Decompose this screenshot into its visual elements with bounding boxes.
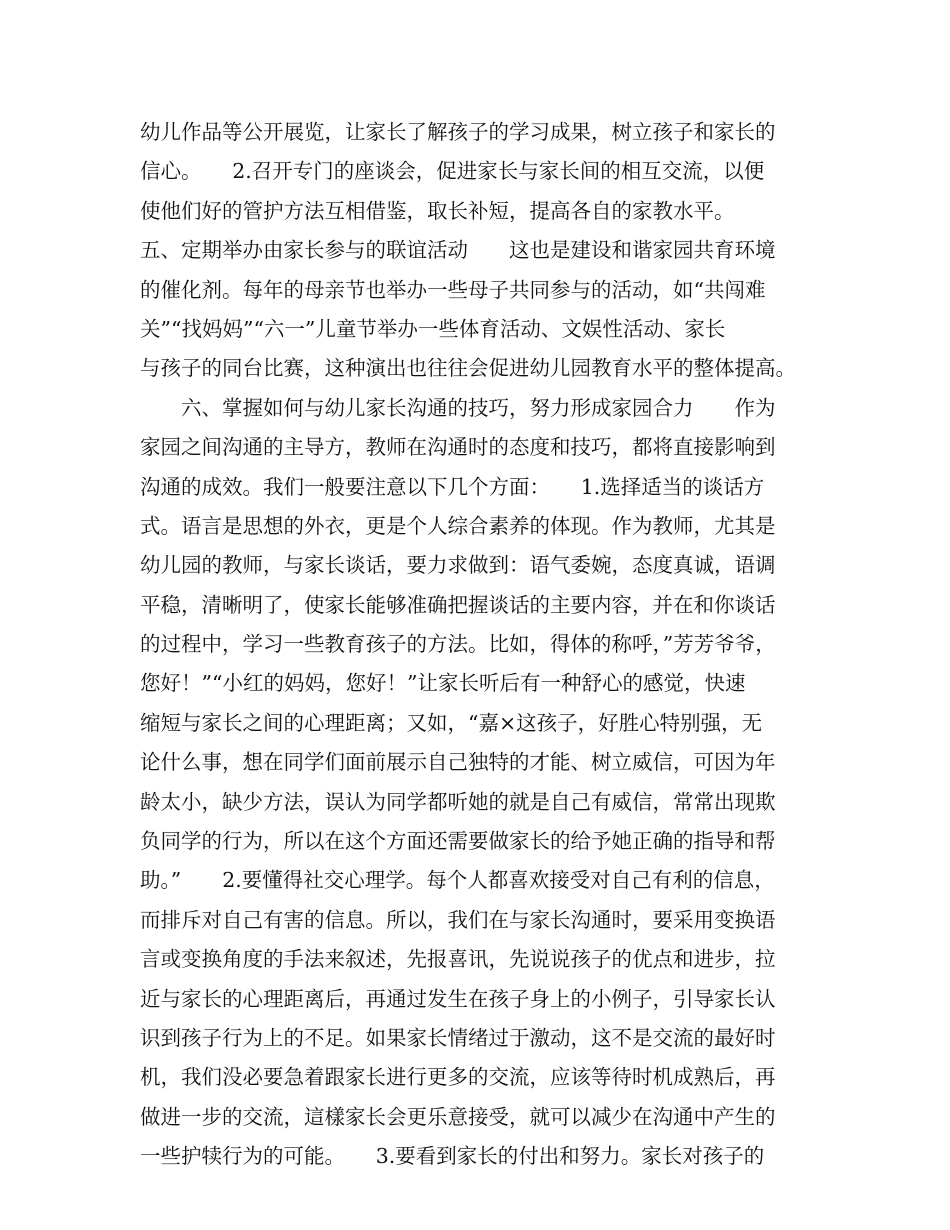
- text-line: 言或变换角度的手法来叙述，先报喜讯，先说说孩子的优点和进步，拉: [140, 947, 776, 972]
- text-line: 沟通的成效。我们一般要注意以下几个方面： 1.选择适当的谈话方: [140, 474, 765, 499]
- text-line: 识到孩子行为上的不足。如果家长情绪过于激动，这不是交流的最好时: [140, 1025, 776, 1050]
- text-line: 关”“找妈妈”“六一”儿童节举办一些体育活动、文娱性活动、家长: [140, 316, 726, 341]
- text-line: 六、掌握如何与幼儿家长沟通的技巧，努力形成家园合力 作为: [140, 395, 776, 420]
- text-line: 五、定期举办由家长参与的联谊活动 这也是建设和谐家园共育环境: [140, 238, 776, 263]
- text-line: 而排斥对自己有害的信息。所以，我们在与家长沟通时，要采用变换语: [140, 907, 776, 932]
- text-line: 幼儿园的教师，与家长谈话，要力求做到：语气委婉，态度真诚，语调: [140, 553, 776, 578]
- text-line: 龄太小，缺少方法，误认为同学都听她的就是自己有威信，常常出现欺: [140, 789, 776, 814]
- text-line: 使他们好的管护方法互相借鉴，取长补短，提高各自的家教水平。: [140, 198, 735, 223]
- text-line: 做进一步的交流，這樣家长会更乐意接受，就可以减少在沟通中产生的: [140, 1104, 776, 1129]
- text-line: 助。” 2.要懂得社交心理学。每个人都喜欢接受对自己有利的信息，: [140, 868, 775, 893]
- text-line: 一些护犊行为的可能。 3.要看到家长的付出和努力。家长对孩子的: [140, 1144, 765, 1169]
- text-line: 论什么事，想在同学们面前展示自己独特的才能、树立威信，可因为年: [140, 750, 776, 775]
- text-line: 式。语言是思想的外衣，更是个人综合素养的体现。作为教师，尤其是: [140, 513, 776, 538]
- text-line: 家园之间沟通的主导方，教师在沟通时的态度和技巧，都将直接影响到: [140, 435, 776, 460]
- text-line: 的过程中，学习一些教育孩子的方法。比如，得体的称呼，”芳芳爷爷，: [140, 632, 776, 657]
- text-line: 近与家长的心理距离后，再通过发生在孩子身上的小例子，引导家长认: [140, 986, 776, 1011]
- text-line: 信心。 2.召开专门的座谈会，促进家长与家长间的相互交流，以便: [140, 159, 765, 184]
- text-line: 平稳，清晰明了，使家长能够准确把握谈话的主要内容，并在和你谈话: [140, 592, 776, 617]
- text-line: 幼儿作品等公开展览，让家长了解孩子的学习成果，树立孩子和家长的: [140, 120, 776, 144]
- text-line: 负同学的行为，所以在这个方面还需要做家长的给予她正确的指导和帮: [140, 829, 776, 854]
- body-text: [140, 113, 840, 1177]
- text-line: 您好！”“小红的妈妈，您好！”让家长听后有一种舒心的感觉，快速: [140, 671, 746, 696]
- text-line: 的催化剂。每年的母亲节也举办一些母子共同参与的活动，如“共闯难: [140, 277, 766, 302]
- text-line: 机，我们没必要急着跟家长进行更多的交流，应该等待时机成熟后，再: [140, 1065, 776, 1090]
- text-line: 缩短与家长之间的心理距离；又如，“嘉×这孩子，好胜心特别强，无: [140, 710, 763, 735]
- text-line: 与孩子的同台比赛，这种演出也往往会促进幼儿园教育水平的整体提高。: [140, 356, 796, 381]
